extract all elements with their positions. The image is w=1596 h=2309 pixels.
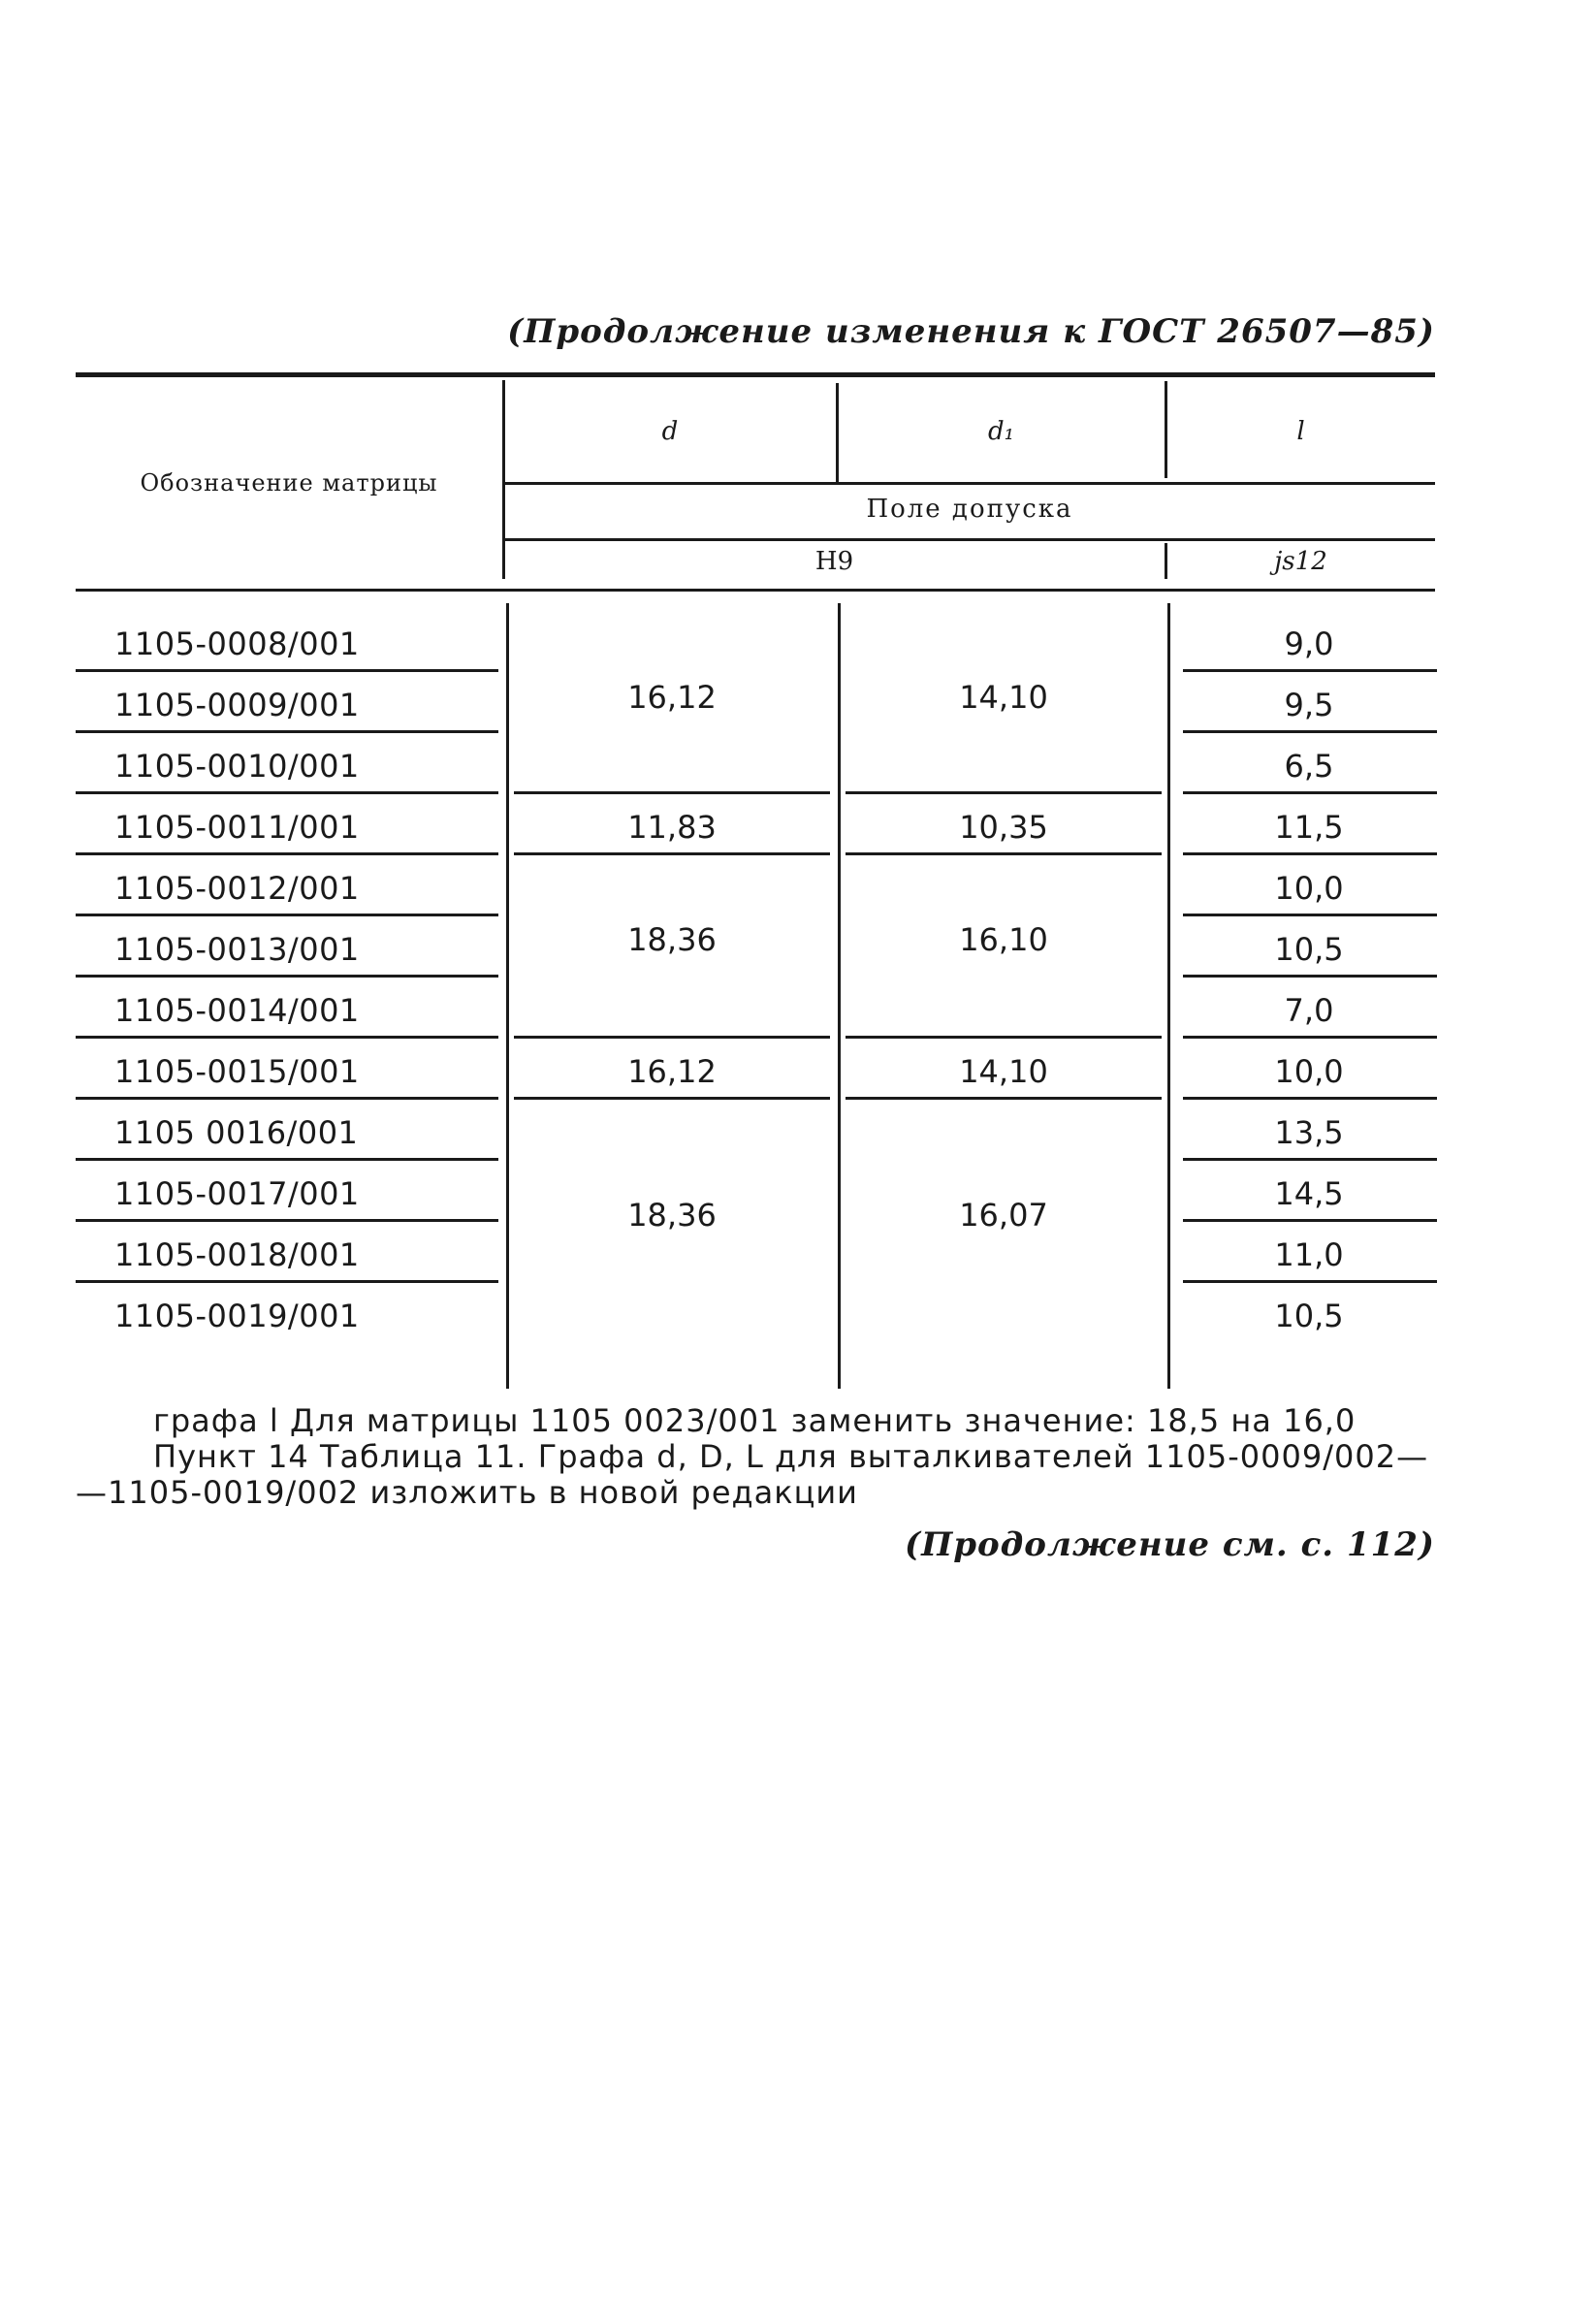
cell-l: 10,0	[1274, 1053, 1344, 1090]
continuation-header: (Продолжение изменения к ГОСТ 26507—85)	[507, 312, 1435, 351]
cell-d1: 14,10	[959, 679, 1048, 716]
group-rule	[514, 1097, 830, 1100]
continuation-footer: (Продолжение см. с. 112)	[905, 1525, 1435, 1564]
table-row-designation: 1105-0013/001	[114, 931, 360, 968]
l-row-rule	[1183, 791, 1437, 794]
cell-l: 10,5	[1274, 931, 1344, 968]
amendment-paragraph-2: Пункт 14 Таблица 11. Графа d, D, L для выталкивателей 1105-0009/002—	[153, 1438, 1429, 1475]
tolerance-header: Поле допуска	[866, 495, 1073, 524]
l-row-rule	[1183, 1097, 1437, 1100]
table-row-designation: 1105-0017/001	[114, 1175, 360, 1212]
row-rule	[76, 1219, 498, 1222]
cell-l: 13,5	[1274, 1114, 1344, 1151]
table-row-designation: 1105-0011/001	[114, 809, 360, 846]
group-rule	[514, 1036, 830, 1039]
cell-d: 18,36	[627, 1197, 717, 1234]
row-rule	[76, 852, 498, 855]
cell-d: 16,12	[627, 1053, 717, 1090]
tolerance-js12: js12	[1274, 547, 1327, 576]
l-row-rule	[1183, 914, 1437, 916]
cell-d1: 10,35	[959, 809, 1048, 846]
table-row-designation: 1105-0015/001	[114, 1053, 360, 1090]
body-divider-d	[838, 603, 841, 1389]
amendment-paragraph-3: —1105-0019/002 изложить в новой редакции	[76, 1474, 858, 1511]
row-rule	[76, 791, 498, 794]
header-rule-2	[504, 538, 1435, 541]
cell-d1: 16,10	[959, 921, 1048, 958]
cell-d1: 16,07	[959, 1197, 1048, 1234]
group-rule	[514, 852, 830, 855]
row-rule	[76, 1280, 498, 1283]
group-rule	[846, 1036, 1162, 1039]
cell-l: 6,5	[1284, 748, 1334, 785]
body-divider-d1	[1167, 603, 1170, 1389]
table-row-designation: 1105-0009/001	[114, 687, 360, 723]
cell-l: 10,5	[1274, 1298, 1344, 1334]
cell-l: 9,5	[1284, 687, 1334, 723]
column-header-l: l	[1296, 417, 1305, 446]
l-row-rule	[1183, 1036, 1437, 1039]
l-row-rule	[1183, 1280, 1437, 1283]
column-header-d1: d₁	[987, 417, 1015, 446]
table-row-designation: 1105-0019/001	[114, 1298, 360, 1334]
tolerance-h9: H9	[814, 547, 854, 576]
cell-l: 11,5	[1274, 809, 1344, 846]
table-row-designation: 1105-0010/001	[114, 748, 360, 785]
group-rule	[846, 1097, 1162, 1100]
column-header-d: d	[661, 417, 679, 446]
group-rule	[846, 791, 1162, 794]
header-bottom-rule	[76, 589, 1435, 592]
body-divider-left	[506, 603, 509, 1389]
table-row-designation: 1105-0014/001	[114, 992, 360, 1029]
l-row-rule	[1183, 730, 1437, 733]
row-rule	[76, 975, 498, 978]
row-rule	[76, 669, 498, 672]
row-rule	[76, 730, 498, 733]
row-rule	[76, 1097, 498, 1100]
cell-d1: 14,10	[959, 1053, 1048, 1090]
cell-l: 14,5	[1274, 1175, 1344, 1212]
cell-l: 11,0	[1274, 1236, 1344, 1273]
table-row-designation: 1105-0012/001	[114, 870, 360, 907]
l-row-rule	[1183, 669, 1437, 672]
table-row-designation: 1105 0016/001	[114, 1114, 359, 1151]
row-rule	[76, 1158, 498, 1161]
group-rule	[514, 791, 830, 794]
table-top-rule	[76, 372, 1435, 377]
cell-d: 16,12	[627, 679, 717, 716]
l-row-rule	[1183, 975, 1437, 978]
cell-d: 11,83	[627, 809, 717, 846]
row-rule	[76, 914, 498, 916]
row-rule	[76, 1036, 498, 1039]
cell-l: 9,0	[1284, 625, 1334, 662]
column-header-designation: Обозначение матрицы	[140, 469, 438, 497]
l-row-rule	[1183, 1158, 1437, 1161]
l-row-rule	[1183, 852, 1437, 855]
amendment-paragraph-1: графа l Для матрицы 1105 0023/001 заменить значение: 18,5 на 16,0	[153, 1402, 1357, 1439]
cell-l: 7,0	[1284, 992, 1334, 1029]
table-row-designation: 1105-0008/001	[114, 625, 360, 662]
l-row-rule	[1183, 1219, 1437, 1222]
header-rule-1	[504, 482, 1435, 485]
group-rule	[846, 852, 1162, 855]
cell-l: 10,0	[1274, 870, 1344, 907]
cell-d: 18,36	[627, 921, 717, 958]
table-row-designation: 1105-0018/001	[114, 1236, 360, 1273]
